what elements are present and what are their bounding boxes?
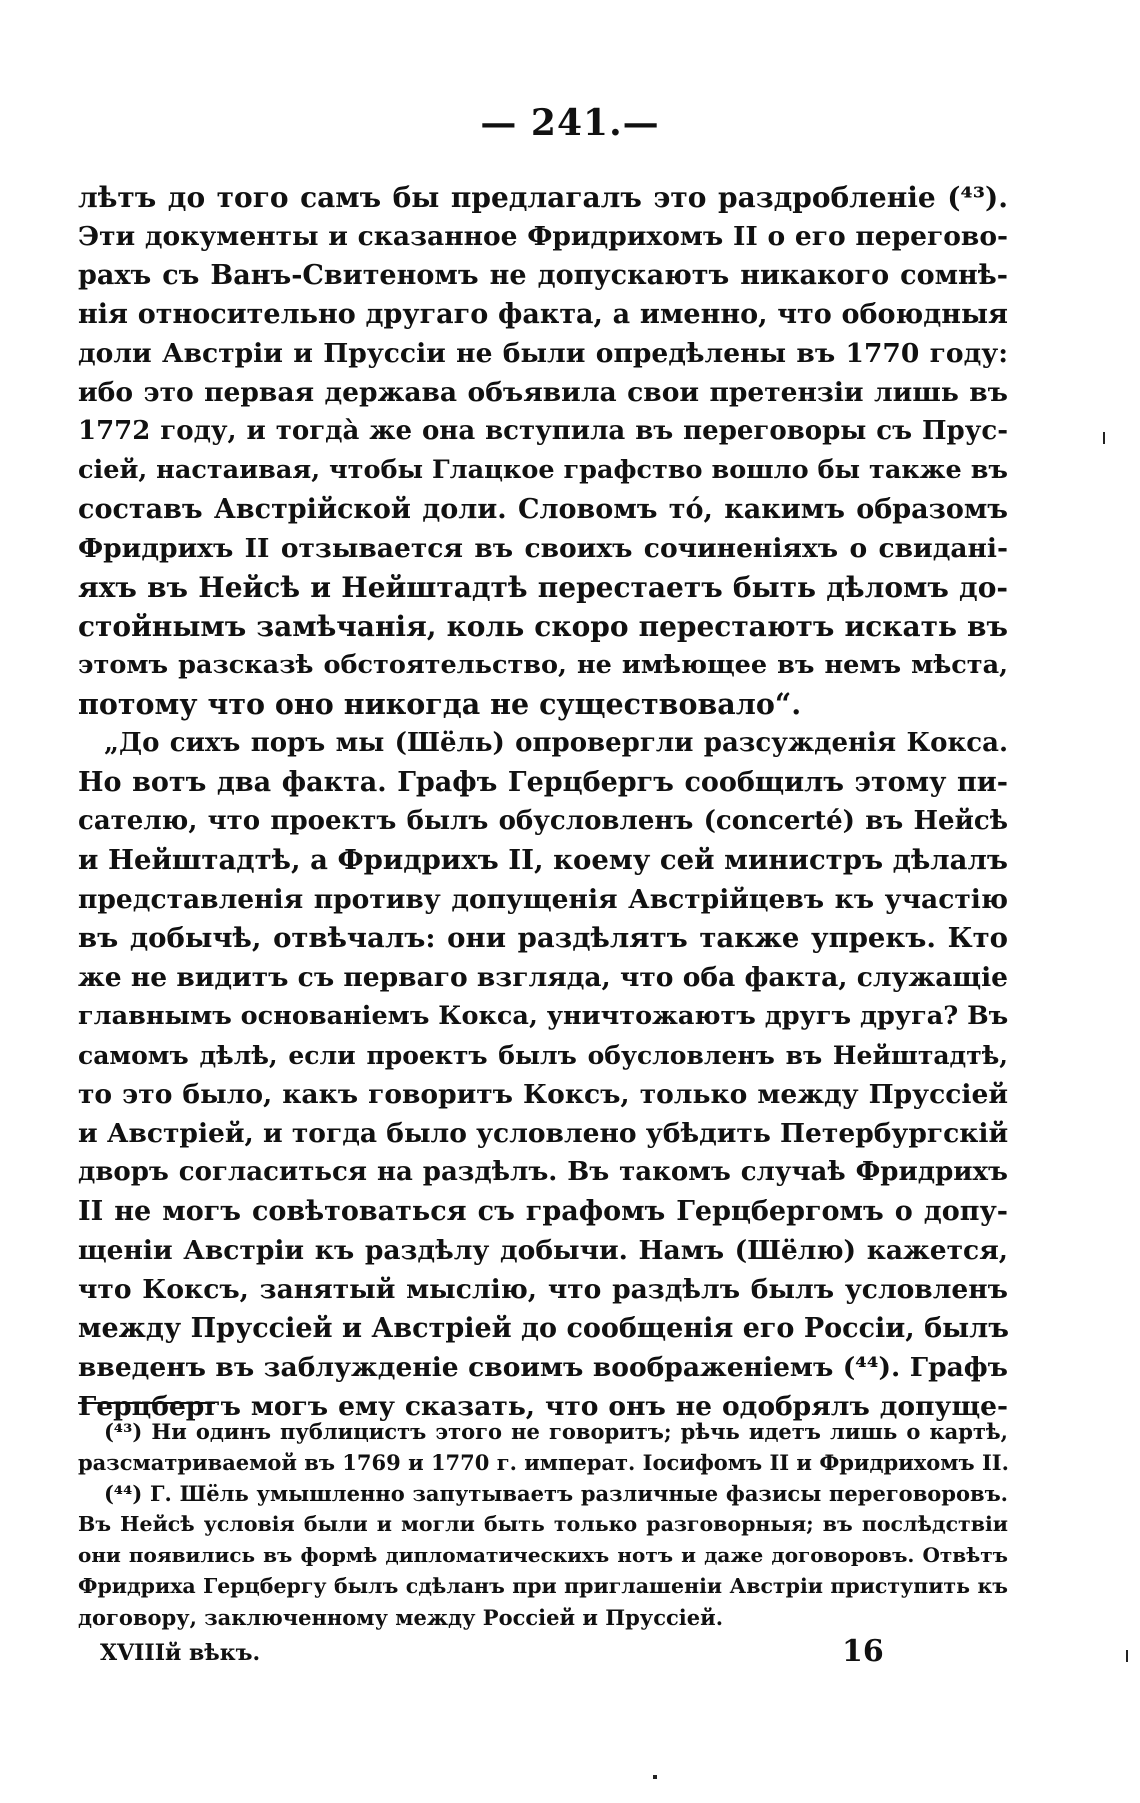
text-line: стойнымъ замѣчанія, коль скоро перестаютъ искать въ: [78, 610, 1008, 643]
footnote-line: разсматриваемой въ 1769 и 1770 г. императ. Іосифомъ II и Фридрихомъ II.: [78, 1450, 1009, 1475]
text-line: II не могъ совѣтоваться съ графомъ Герцбергомъ о допу-: [78, 1196, 1008, 1227]
text-line: самомъ дѣлѣ, если проектъ былъ обусловленъ въ Нейштадтѣ,: [78, 1041, 1008, 1070]
text-line: Эти документы и сказанное Фридрихомъ II о его перегово-: [78, 221, 1008, 252]
text-line: то это было, какъ говоритъ Коксъ, только между Пруссіей: [78, 1079, 1008, 1110]
text-line: Герцбергъ могъ ему сказать, что онъ не одобрялъ допуще-: [78, 1391, 1008, 1422]
text-line: „До сихъ поръ мы (Шёль) опровергли разсужденія Кокса.: [104, 728, 1008, 758]
text-line: въ добычѣ, отвѣчалъ: они раздѣлятъ также упрекъ. Кто: [78, 922, 1008, 954]
scan-speck: [653, 1775, 657, 1779]
text-line: ибо это первая держава объявила свои претензіи лишь въ: [78, 377, 1008, 408]
footnote-line: Фридриха Герцбергу былъ сдѣланъ при приглашеніи Австріи приступить къ: [78, 1574, 1008, 1598]
text-line: между Пруссіей и Австріей до сообщенія его Россіи, былъ: [78, 1313, 1009, 1344]
text-line: составъ Австрійской доли. Словомъ тó, какимъ образомъ: [78, 494, 1008, 525]
text-line: этомъ разсказѣ обстоятельство, не имѣющее въ немъ мѣста,: [78, 650, 1008, 680]
text-line: представленія противу допущенія Австрійцевъ къ участію: [78, 884, 1008, 915]
text-line: нія относительно другаго факта, а именно, что обоюдныя: [78, 299, 1008, 330]
footnote-line: (⁴³) Ни одинъ публицистъ этого не говоритъ; рѣчь идетъ лишь о картѣ,: [104, 1419, 1008, 1444]
page-number: — 241.—: [480, 102, 660, 144]
body-text: [78, 178, 1008, 1426]
text-line: рахъ съ Ванъ-Свитеномъ не допускаютъ никакого сомнѣ-: [78, 260, 1008, 291]
text-line: яхъ въ Нейсѣ и Нейштадтѣ перестаетъ быть дѣломъ до-: [78, 571, 1008, 604]
footnote-rule: [78, 1402, 215, 1404]
text-line: и Нейштадтѣ, а Фридрихъ II, коему сей министръ дѣлалъ: [78, 844, 1008, 876]
footnote-line: они появились въ формѣ дипломатическихъ нотъ и даже договоровъ. Отвѣтъ: [78, 1543, 1008, 1567]
text-line: щеніи Австріи къ раздѣлу добычи. Намъ (Шёлю) кажется,: [78, 1235, 1008, 1266]
footnote-line: Въ Нейсѣ условія были и могли быть только разговорныя; въ послѣдствіи: [78, 1512, 1008, 1536]
text-line: главнымъ основаніемъ Кокса, уничтожаютъ другъ друга? Въ: [78, 1001, 1009, 1031]
text-line: сіей, настаивая, чтобы Глацкое графство вошло бы также въ: [78, 455, 1008, 485]
text-line: же не видитъ съ перваго взгляда, что оба факта, служащіе: [78, 962, 1009, 993]
text-line: лѣтъ до того самъ бы предлагалъ это раздробленіе (⁴³).: [78, 181, 1008, 214]
text-line: Фридрихъ II отзывается въ своихъ сочиненіяхъ о свидані-: [78, 533, 1008, 564]
footnote-line: договору, заключенному между Россіей и Пруссіей.: [78, 1605, 724, 1630]
footnotes: [78, 1416, 1008, 1633]
text-line: дворъ согласиться на раздѣлъ. Въ такомъ случаѣ Фридрихъ: [78, 1157, 1008, 1187]
text-line: 1772 году, и тогдà же она вступила въ переговоры съ Прус-: [78, 416, 1008, 446]
scan-speck: [1126, 1650, 1128, 1662]
text-line: и Австріей, и тогда было условлено убѣдить Петербургскій: [78, 1118, 1009, 1149]
text-line: что Коксъ, занятый мыслію, что раздѣлъ былъ условленъ: [78, 1274, 1008, 1305]
footnote-line: (⁴⁴) Г. Шёль умышленно запутываетъ различные фазисы переговоровъ.: [104, 1481, 1008, 1506]
text-line: Но вотъ два факта. Графъ Герцбергъ сообщилъ этому пи-: [78, 767, 1008, 798]
scan-speck: [1103, 432, 1105, 444]
text-line: доли Австріи и Пруссіи не были опредѣлены въ 1770 году:: [78, 338, 1008, 369]
printer-signature: XVIIIй вѣкъ.: [100, 1640, 261, 1666]
text-line: введенъ въ заблужденіе своимъ воображеніемъ (⁴⁴). Графъ: [78, 1352, 1008, 1383]
sheet-number: 16: [842, 1634, 884, 1669]
text-line: потому что оно никогда не существовало“.: [78, 687, 802, 721]
text-line: сателю, что проектъ былъ обусловленъ (concerté) въ Нейсѣ: [78, 806, 1008, 836]
